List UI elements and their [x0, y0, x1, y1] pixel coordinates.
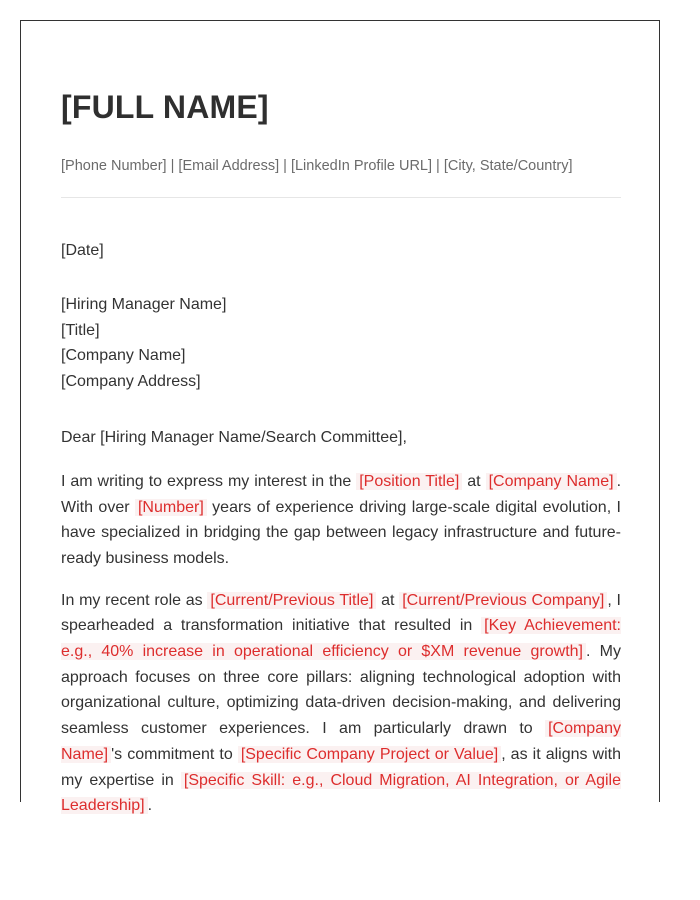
header-divider [61, 197, 621, 198]
placeholder-company-project: [Specific Company Project or Value] [238, 746, 501, 763]
paragraph-text: In my recent role as [61, 591, 208, 609]
paragraph-text: years of experience driving large-scale digital evolution, I have specialized in bridging the gap between legacy infrastructure and future-ready business models. [61, 498, 622, 567]
paragraph-text: at [376, 591, 400, 609]
paragraph-text: , I spearheaded a transformation initiative that resulted in [61, 591, 621, 635]
placeholder-position-title: [Position Title] [356, 473, 462, 490]
paragraph-text: I am writing to express my interest in the [61, 472, 357, 490]
letter-date: [Date] [61, 242, 104, 259]
placeholder-company-name: [Company Name] [486, 473, 617, 490]
document-page [20, 20, 660, 815]
recipient-title: [Title] [61, 321, 100, 339]
placeholder-key-achievement: [Key Achievement: e.g., 40% increase in operational efficiency or $XM revenue growth] [61, 617, 622, 661]
contact-info-line: [Phone Number] | [Email Address] | [LinkedIn Profile URL] | [City, State/Country] [61, 158, 573, 174]
full-name-heading: [FULL NAME] [61, 89, 269, 125]
placeholder-current-company: [Current/Previous Company] [399, 592, 607, 609]
placeholder-specific-skill: [Specific Skill: e.g., Cloud Migration, AI Integration, or Agile Leadership] [61, 771, 621, 815]
placeholder-number: [Number] [135, 499, 207, 516]
paragraph-text: . With over [61, 472, 622, 516]
placeholder-current-title: [Current/Previous Title] [207, 592, 376, 609]
salutation: Dear [Hiring Manager Name/Search Committee], [61, 428, 407, 446]
placeholder-company-name: [Company Name] [61, 720, 621, 763]
body-paragraph-1 [61, 469, 621, 572]
paragraph-text: at [462, 472, 486, 490]
paragraph-text: , as it aligns with my expertise in [61, 745, 622, 789]
recipient-company-name: [Company Name] [61, 347, 186, 365]
body-paragraph-2 [61, 588, 621, 819]
paragraph-text: . My approach focuses on three core pillars: aligning technological adoption with organizational culture, optimizing data-driven decision-making, and delivering seamless customer experiences. I am particularly drawn to [61, 643, 622, 738]
paragraph-text: 's commitment to [111, 745, 238, 763]
paragraph-text: . [147, 797, 153, 815]
recipient-company-address: [Company Address] [61, 373, 201, 391]
cover-letter-body [61, 87, 621, 835]
recipient-manager-name: [Hiring Manager Name] [61, 296, 227, 313]
recipient-block [61, 292, 621, 395]
